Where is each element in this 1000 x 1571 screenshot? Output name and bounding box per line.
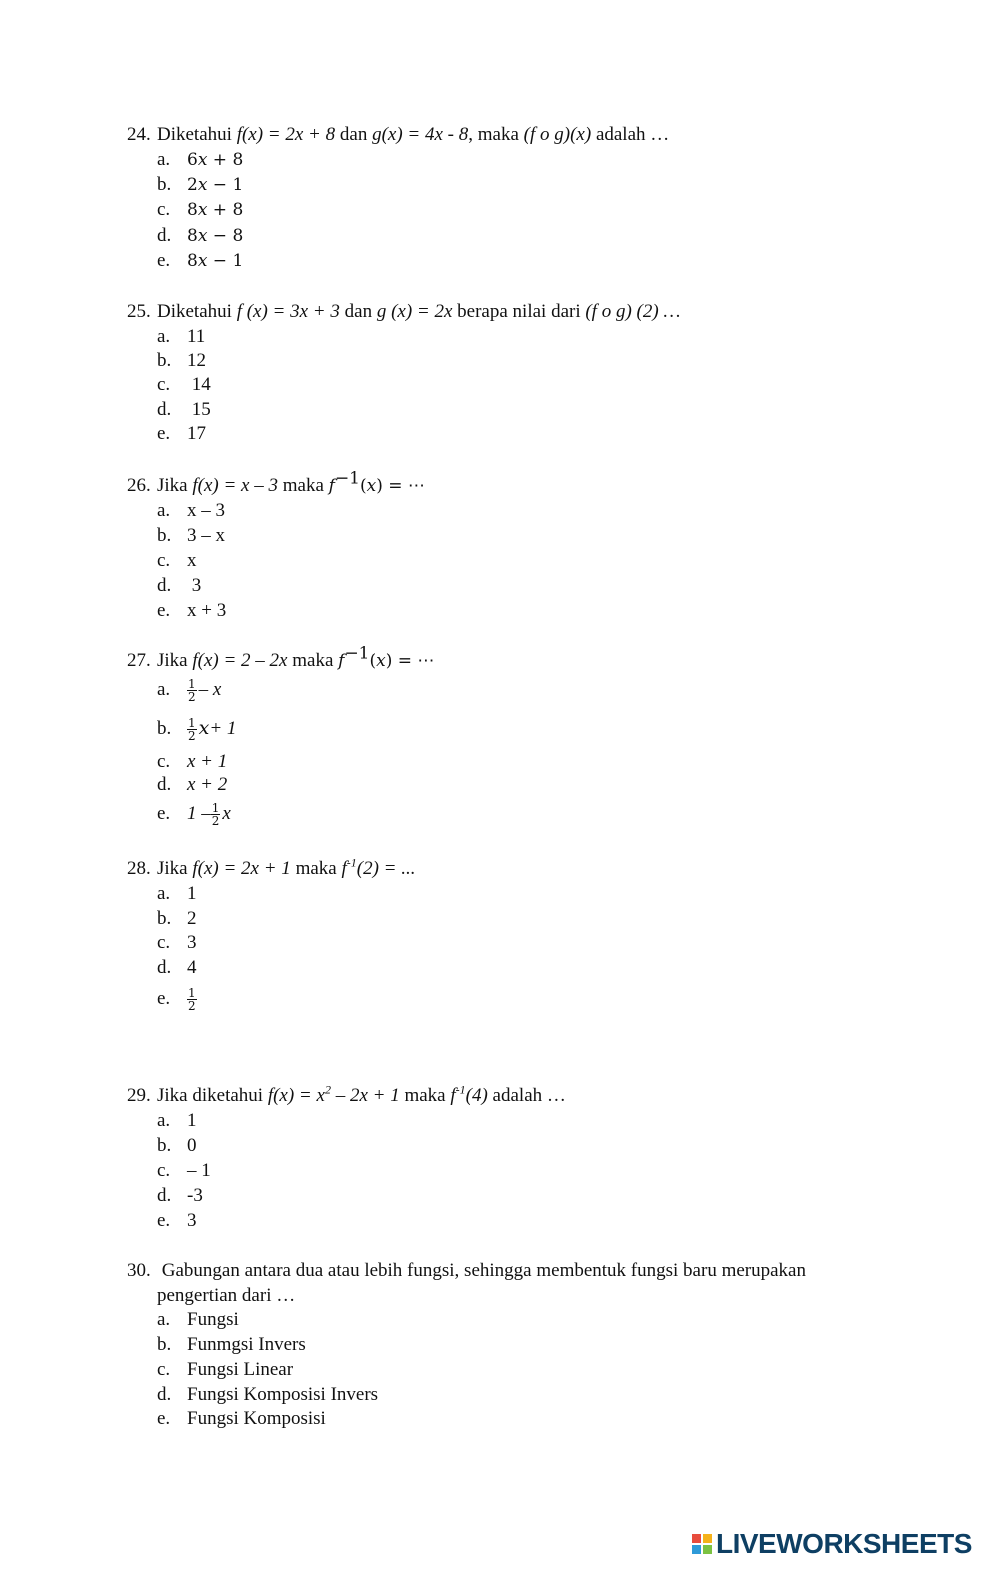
option-26e[interactable] — [157, 599, 226, 623]
stem-text: maka — [290, 858, 342, 879]
fraction — [211, 802, 221, 827]
option-letter: b. — [157, 525, 172, 546]
option-text: x – 3 — [187, 500, 225, 521]
stem-math: g (x) = 2x — [376, 301, 453, 322]
option-29d[interactable] — [157, 1184, 203, 1208]
option-25e[interactable] — [157, 422, 206, 446]
option-letter: b. — [157, 718, 172, 739]
stem-text: dan — [335, 124, 373, 145]
stem-text: adalah … — [487, 1085, 566, 1106]
option-text: Fungsi Komposisi — [187, 1408, 326, 1429]
option-letter: c. — [157, 1359, 171, 1380]
option-26b[interactable] — [157, 524, 225, 548]
stem-math: f(x) = x – 3 — [192, 475, 278, 496]
question-27 — [127, 643, 435, 673]
option-text: Fungsi — [187, 1309, 239, 1330]
option-letter: d. — [157, 399, 172, 420]
fraction-denominator: 2 — [211, 814, 220, 829]
option-letter: d. — [157, 575, 172, 596]
stem-text: dan — [339, 301, 377, 322]
option-30c[interactable] — [157, 1358, 293, 1382]
option-24d[interactable] — [157, 224, 243, 248]
option-letter: a. — [157, 883, 171, 904]
option-letter: d. — [157, 225, 172, 246]
option-text: 14 — [187, 374, 211, 395]
question-26 — [127, 468, 425, 498]
option-29b[interactable] — [157, 1134, 197, 1158]
option-text: 𝑥+ 1 — [198, 718, 237, 739]
option-text: Fungsi Linear — [187, 1359, 294, 1380]
option-27c[interactable] — [157, 750, 227, 774]
option-25b[interactable] — [157, 349, 206, 373]
stem-math: 𝑓 — [338, 651, 345, 671]
option-26d[interactable] — [157, 574, 201, 598]
option-29c[interactable] — [157, 1159, 211, 1183]
stem-math: f(x) = x — [267, 1085, 325, 1106]
logo-square-blue — [692, 1545, 701, 1554]
stem-text: Jika diketahui — [157, 1085, 268, 1106]
option-letter: c. — [157, 1160, 171, 1181]
option-letter: d. — [157, 1185, 172, 1206]
option-letter: e. — [157, 250, 171, 271]
option-text: 6𝑥 + 8 — [187, 150, 244, 170]
option-text: 0 — [187, 1135, 197, 1156]
fraction — [187, 987, 197, 1012]
option-27a[interactable] — [157, 678, 221, 703]
question-28 — [127, 857, 415, 881]
question-29 — [127, 1084, 566, 1108]
fraction-numerator: 1 — [188, 986, 196, 1001]
option-24e[interactable] — [157, 249, 243, 273]
option-text: – 1 — [187, 1160, 211, 1181]
option-text: x + 2 — [187, 774, 228, 795]
stem-text: Jika — [157, 858, 193, 879]
fraction-numerator: 1 — [188, 716, 196, 731]
question-30 — [127, 1259, 806, 1283]
question-number: 27. — [127, 650, 151, 671]
option-letter: a. — [157, 1309, 171, 1330]
option-28a[interactable] — [157, 882, 197, 906]
option-text: – x — [198, 679, 222, 700]
stem-math: f(x) = 2x + 1 — [192, 858, 291, 879]
option-text: 8𝑥 + 8 — [187, 200, 244, 220]
stem-math: (𝑥) = ⋯ — [369, 651, 435, 671]
option-25a[interactable] — [157, 325, 205, 349]
logo-square-red — [692, 1534, 701, 1543]
option-text: 1 — [187, 883, 197, 904]
option-29e[interactable] — [157, 1209, 197, 1233]
question-number: 24. — [127, 124, 151, 145]
stem-text: maka — [399, 1085, 451, 1106]
option-letter: e. — [157, 803, 171, 824]
option-text: 4 — [187, 957, 197, 978]
option-letter: a. — [157, 500, 171, 521]
option-letter: b. — [157, 350, 172, 371]
option-text: 1 — [187, 1110, 197, 1131]
stem-text: Jika — [157, 475, 193, 496]
stem-math: 𝑓 — [328, 476, 335, 496]
fraction-denominator: 2 — [188, 999, 196, 1014]
stem-text: Gabungan antara dua atau lebih fungsi, sehingga membentuk fungsi baru merupakan — [157, 1260, 806, 1281]
question-number: 29. — [127, 1085, 151, 1106]
question-number: 30. — [127, 1260, 151, 1281]
option-28e[interactable] — [157, 987, 199, 1012]
question-30-line2 — [157, 1284, 295, 1308]
fraction-denominator: 2 — [188, 690, 196, 705]
option-26c[interactable] — [157, 549, 197, 573]
stem-superscript: -1 — [455, 1082, 466, 1097]
option-letter: b. — [157, 1135, 172, 1156]
option-prefix: 1 – — [187, 803, 211, 824]
option-letter: c. — [157, 199, 171, 220]
option-text: 3 — [187, 1210, 197, 1231]
option-29a[interactable] — [157, 1109, 197, 1133]
option-text: 15 — [187, 399, 211, 420]
option-text: x — [222, 803, 231, 824]
option-letter: a. — [157, 149, 171, 170]
option-letter: e. — [157, 988, 171, 1009]
stem-text: pengertian dari … — [157, 1285, 296, 1306]
option-text: x — [187, 550, 197, 571]
fraction-denominator: 2 — [188, 729, 196, 744]
stem-text: Diketahui — [157, 124, 237, 145]
stem-math: g(x) = 4x - 8 — [372, 124, 469, 145]
option-text: Fungsi Komposisi Invers — [187, 1384, 379, 1405]
option-24c[interactable] — [157, 198, 243, 222]
option-text: 2𝑥 − 1 — [187, 175, 244, 195]
question-25 — [127, 300, 680, 324]
option-24b[interactable] — [157, 173, 243, 197]
option-text: 11 — [187, 326, 206, 347]
option-30e[interactable] — [157, 1407, 326, 1431]
stem-superscript: −1 — [344, 643, 370, 664]
stem-math: (𝑥) = ⋯ — [360, 476, 425, 496]
option-28d[interactable] — [157, 956, 197, 980]
option-letter: b. — [157, 1334, 172, 1355]
stem-text: Jika — [157, 650, 193, 671]
option-letter: c. — [157, 751, 171, 772]
stem-math: f(x) = 2 – 2x — [192, 650, 288, 671]
option-text: 3 — [187, 575, 202, 596]
option-text: 2 — [187, 908, 197, 929]
option-text: x + 1 — [187, 751, 228, 772]
stem-text: berapa nilai dari — [452, 301, 586, 322]
option-letter: b. — [157, 908, 172, 929]
option-letter: a. — [157, 1110, 171, 1131]
option-text: Funmgsi Invers — [187, 1334, 306, 1355]
stem-math: f — [450, 1085, 456, 1106]
stem-text: maka — [277, 475, 329, 496]
question-number: 25. — [127, 301, 151, 322]
option-text: 8𝑥 − 8 — [187, 226, 244, 246]
option-letter: a. — [157, 326, 171, 347]
option-letter: d. — [157, 957, 172, 978]
question-number: 26. — [127, 475, 151, 496]
logo-square-green — [703, 1545, 712, 1554]
option-letter: e. — [157, 600, 171, 621]
option-text: 3 – x — [187, 525, 225, 546]
fraction-numerator: 1 — [188, 677, 196, 692]
option-30d[interactable] — [157, 1383, 378, 1407]
stem-math: f(x) = 2x + 8 — [236, 124, 336, 145]
option-letter: e. — [157, 423, 171, 444]
option-letter: c. — [157, 932, 171, 953]
stem-text: maka — [287, 650, 339, 671]
option-30a[interactable] — [157, 1308, 239, 1332]
fraction-numerator: 1 — [211, 801, 220, 816]
option-text: 17 — [187, 423, 206, 444]
fraction — [187, 678, 197, 703]
option-text: -3 — [187, 1185, 203, 1206]
stem-superscript: 2 — [324, 1082, 331, 1097]
option-text: x + 3 — [187, 600, 227, 621]
logo-text: LIVEWORKSHEETS — [716, 1528, 972, 1559]
option-24a[interactable] — [157, 148, 243, 172]
option-letter: d. — [157, 1384, 172, 1405]
option-letter: c. — [157, 374, 171, 395]
option-27e[interactable] — [157, 802, 231, 827]
stem-superscript: −1 — [334, 468, 360, 489]
option-text: 3 — [187, 932, 197, 953]
option-30b[interactable] — [157, 1333, 306, 1357]
logo-mark-icon — [692, 1534, 712, 1554]
option-text: 8𝑥 − 1 — [187, 251, 244, 271]
stem-math: – 2x + 1 — [330, 1085, 400, 1106]
option-28b[interactable] — [157, 907, 197, 931]
option-letter: d. — [157, 774, 172, 795]
stem-superscript: -1 — [346, 855, 357, 870]
stem-math: f — [341, 858, 347, 879]
option-25c[interactable] — [157, 373, 211, 397]
liveworksheets-logo — [692, 1529, 972, 1559]
option-27d[interactable] — [157, 773, 227, 797]
option-27b[interactable] — [157, 717, 236, 742]
stem-math: f (x) = 3x + 3 — [236, 301, 340, 322]
option-letter: c. — [157, 550, 171, 571]
option-28c[interactable] — [157, 931, 197, 955]
logo-square-yellow — [703, 1534, 712, 1543]
option-letter: b. — [157, 174, 172, 195]
fraction — [187, 717, 197, 742]
option-letter: e. — [157, 1408, 171, 1429]
stem-math: (f o g) (2) … — [585, 301, 681, 322]
option-25d[interactable] — [157, 398, 211, 422]
stem-math: (f o g)(x) — [523, 124, 592, 145]
question-number: 28. — [127, 858, 151, 879]
option-letter: e. — [157, 1210, 171, 1231]
stem-math: (4) — [465, 1085, 488, 1106]
stem-math: (2) = ... — [356, 858, 416, 879]
stem-text: adalah … — [591, 124, 670, 145]
option-letter: a. — [157, 679, 171, 700]
question-24 — [127, 123, 669, 147]
stem-text: Diketahui — [157, 301, 237, 322]
option-26a[interactable] — [157, 499, 225, 523]
stem-text: , maka — [468, 124, 524, 145]
option-text: 12 — [187, 350, 206, 371]
